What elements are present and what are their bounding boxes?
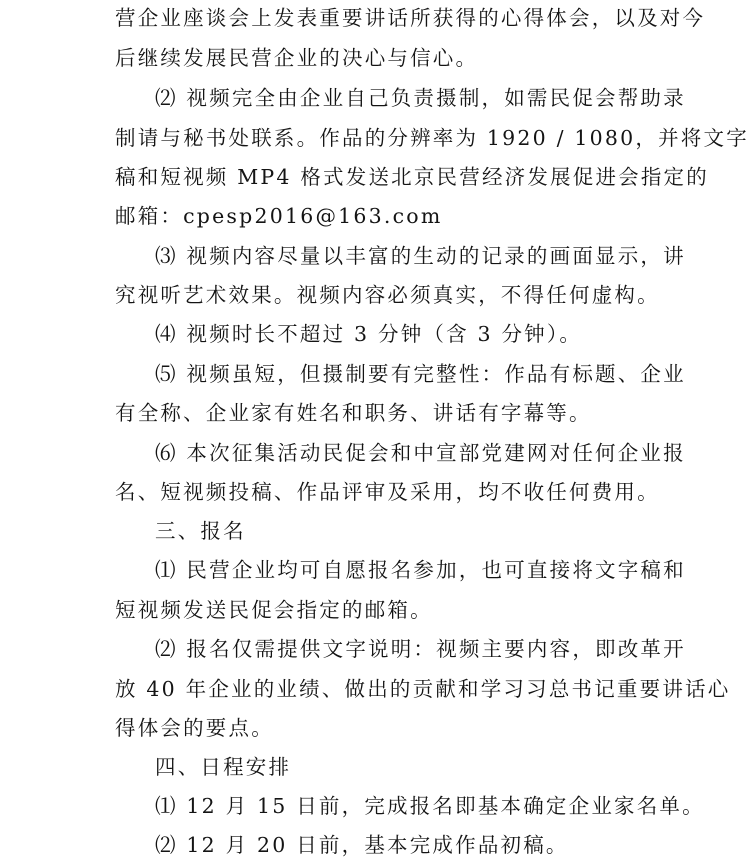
text-line: 究视听艺术效果。视频内容必须真实，不得任何虚构。	[115, 283, 660, 307]
list-item-4: ⑷ 视频时长不超过 3 分钟（含 3 分钟）。	[155, 322, 583, 346]
section-heading-signup: 三、报名	[155, 519, 246, 543]
text-line: 后继续发展民营企业的决心与信心。	[115, 46, 479, 70]
text-line: 稿和短视频 MP4 格式发送北京民营经济发展促进会指定的	[115, 165, 709, 189]
section-heading-schedule: 四、日程安排	[155, 755, 292, 779]
list-item-5: ⑸ 视频虽短，但摄制要有完整性：作品有标题、企业	[155, 362, 686, 386]
list-item-3: ⑶ 视频内容尽量以丰富的生动的记录的画面显示，讲	[155, 244, 686, 268]
text-line: 营企业座谈会上发表重要讲话所获得的心得体会，以及对今	[115, 6, 706, 30]
list-item-1: ⑴ 民营企业均可自愿报名参加，也可直接将文字稿和	[155, 558, 686, 582]
text-line: 有全称、企业家有姓名和职务、讲话有字幕等。	[115, 401, 592, 425]
text-line: 短视频发送民促会指定的邮箱。	[115, 598, 433, 622]
list-item-2: ⑵ 12 月 20 日前，基本完成作品初稿。	[155, 833, 569, 857]
email-line: 邮箱：cpesp2016@163.com	[115, 204, 443, 228]
list-item-2: ⑵ 视频完全由企业自己负责摄制，如需民促会帮助录	[155, 86, 686, 110]
text-line: 制请与秘书处联系。作品的分辨率为 1920 / 1080，并将文字	[115, 126, 749, 150]
list-item-6: ⑹ 本次征集活动民促会和中宣部党建网对任何企业报	[155, 441, 686, 465]
text-line: 名、短视频投稿、作品评审及采用，均不收任何费用。	[115, 480, 660, 504]
text-line: 得体会的要点。	[115, 716, 274, 740]
list-item-1: ⑴ 12 月 15 日前，完成报名即基本确定企业家名单。	[155, 794, 705, 818]
list-item-2: ⑵ 报名仅需提供文字说明：视频主要内容，即改革开	[155, 637, 686, 661]
text-line: 放 40 年企业的业绩、做出的贡献和学习习总书记重要讲话心	[115, 677, 731, 701]
